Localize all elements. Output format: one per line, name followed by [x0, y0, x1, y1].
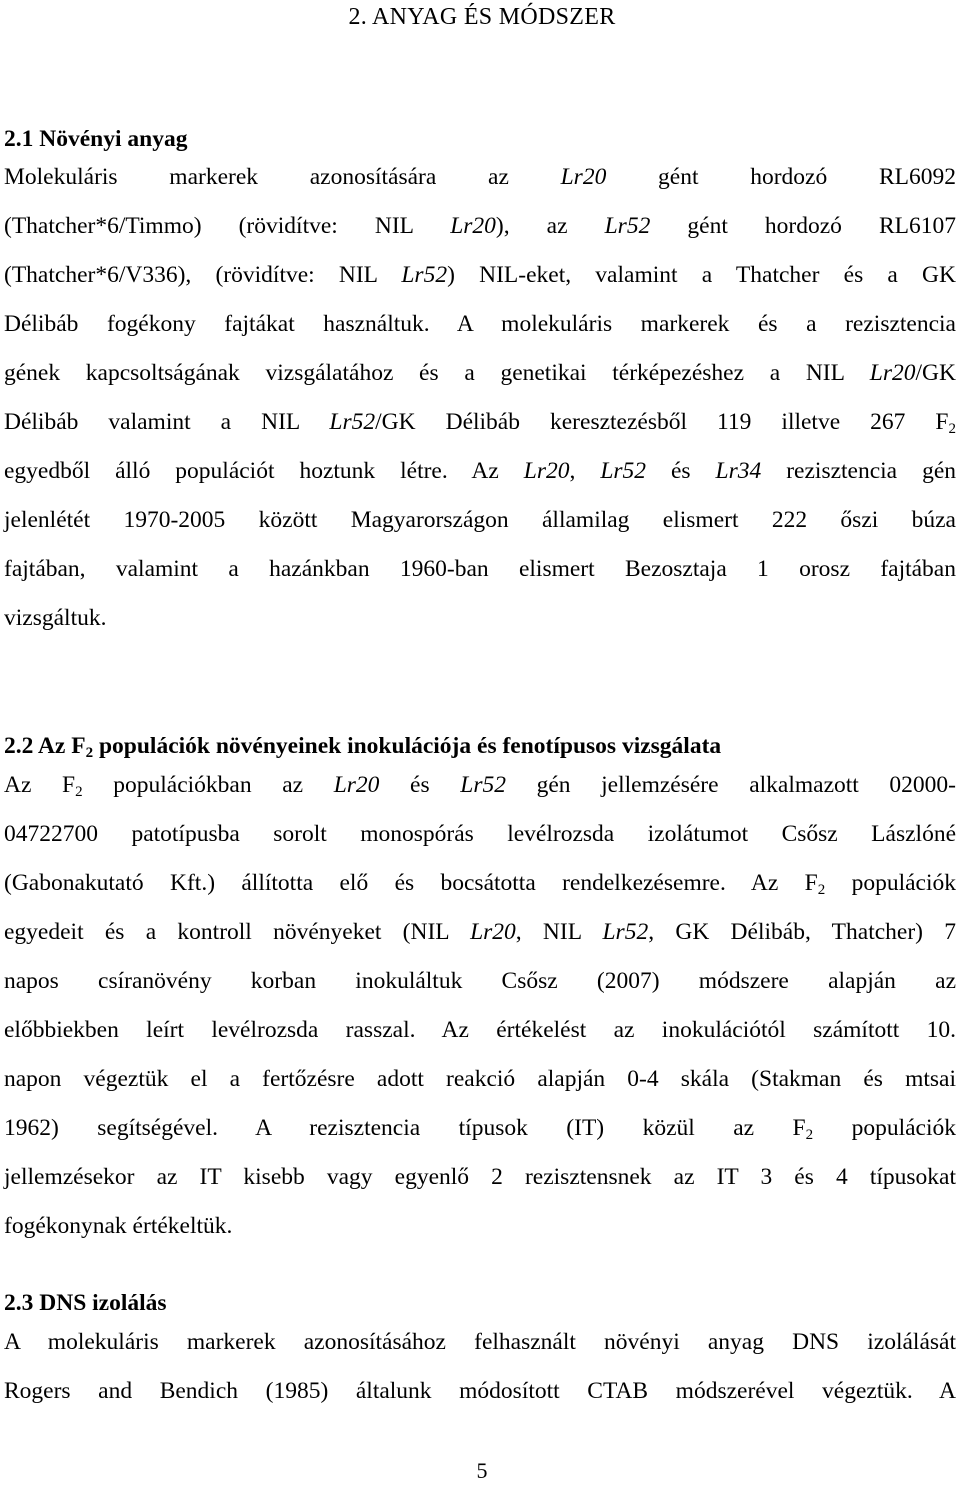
text-line: A molekuláris markerek azonosításához felhasznált növényi anyag DNS izolálását [4, 1329, 956, 1355]
text-line: gének kapcsoltságának vizsgálatához és a genetikai térképezéshez a NIL Lr20/GK [4, 360, 956, 386]
section-2-3-paragraph [4, 1318, 956, 1416]
section-heading-2-3: 2.3 DNS izolálás [4, 1290, 167, 1316]
section-heading-2-2: 2.2 Az $F_2$ populációk növényeinek inokulációja és fenotípusos vizsgálata [4, 733, 722, 761]
section-heading-2-1: 2.1 Növényi anyag [4, 126, 188, 152]
text-line: (Thatcher*6/V336), (rövidítve: NIL Lr52) NIL-eket, valamint a Thatcher és a GK [4, 262, 956, 288]
chapter-title: 2. ANYAG ÉS MÓDSZER [348, 4, 616, 30]
text-line: Délibáb valamint a NIL Lr52/GK Délibáb keresztezésből 119 illetve 267 $F_2$ [4, 409, 956, 437]
text-line: 04722700 patotípusba sorolt monospórás levélrozsda izolátumot Csősz Lászlóné [4, 821, 956, 847]
text-line: napon végeztük el a fertőzésre adott reakció alapján 0-4 skála (Stakman és mtsai [4, 1066, 956, 1092]
text-line: egyedeit és a kontroll növényeket (NIL Lr20, NIL Lr52, GK Délibáb, Thatcher) 7 [4, 919, 957, 945]
text-line: egyedből álló populációt hoztunk létre. Az Lr20, Lr52 és Lr34 rezisztencia gén [4, 458, 957, 484]
text-line: jellemzésekor az IT kisebb vagy egyenlő 2 rezisztensnek az IT 3 és 4 típusokat [4, 1164, 956, 1190]
text-line: Délibáb fogékony fajtákat használtuk. A molekuláris markerek és a rezisztencia [4, 311, 956, 337]
text-line: 1962) segítségével. A rezisztencia típusok (IT) közül az $F_2$ populációk [4, 1115, 956, 1143]
text-line: jelenlétét 1970-2005 között Magyarországon államilag elismert 222 őszi búza [4, 507, 956, 533]
section-2-1-paragraph [4, 153, 956, 643]
text-line: fogékonynak értékeltük. [4, 1213, 233, 1239]
text-line: Molekuláris markerek azonosítására az Lr20 gént hordozó RL6092 [4, 164, 956, 190]
text-line: előbbiekben leírt levélrozsda rasszal. Az értékelést az inokulációtól számított 10. [4, 1017, 956, 1043]
text-line: vizsgáltuk. [4, 605, 107, 631]
text-line: (Gabonakutató Kft.) állította elő és bocsátotta rendelkezésemre. Az $F_2$ populációk [4, 870, 957, 898]
page-number: 5 [476, 1458, 488, 1483]
text-line: napos csíranövény korban inokuláltuk Csősz (2007) módszere alapján az [4, 968, 956, 994]
text-line: Az $F_2$ populációkban az Lr20 és Lr52 gén jellemzésére alkalmazott 02000- [4, 772, 957, 800]
text-line: (Thatcher*6/Timmo) (rövidítve: NIL Lr20), az Lr52 gént hordozó RL6107 [4, 213, 956, 239]
text-line: Rogers and Bendich (1985) általunk módosított CTAB módszerével végeztük. A [4, 1378, 956, 1404]
section-2-2-paragraph [4, 761, 956, 1251]
text-line: fajtában, valamint a hazánkban 1960-ban elismert Bezosztaja 1 orosz fajtában [4, 556, 956, 582]
